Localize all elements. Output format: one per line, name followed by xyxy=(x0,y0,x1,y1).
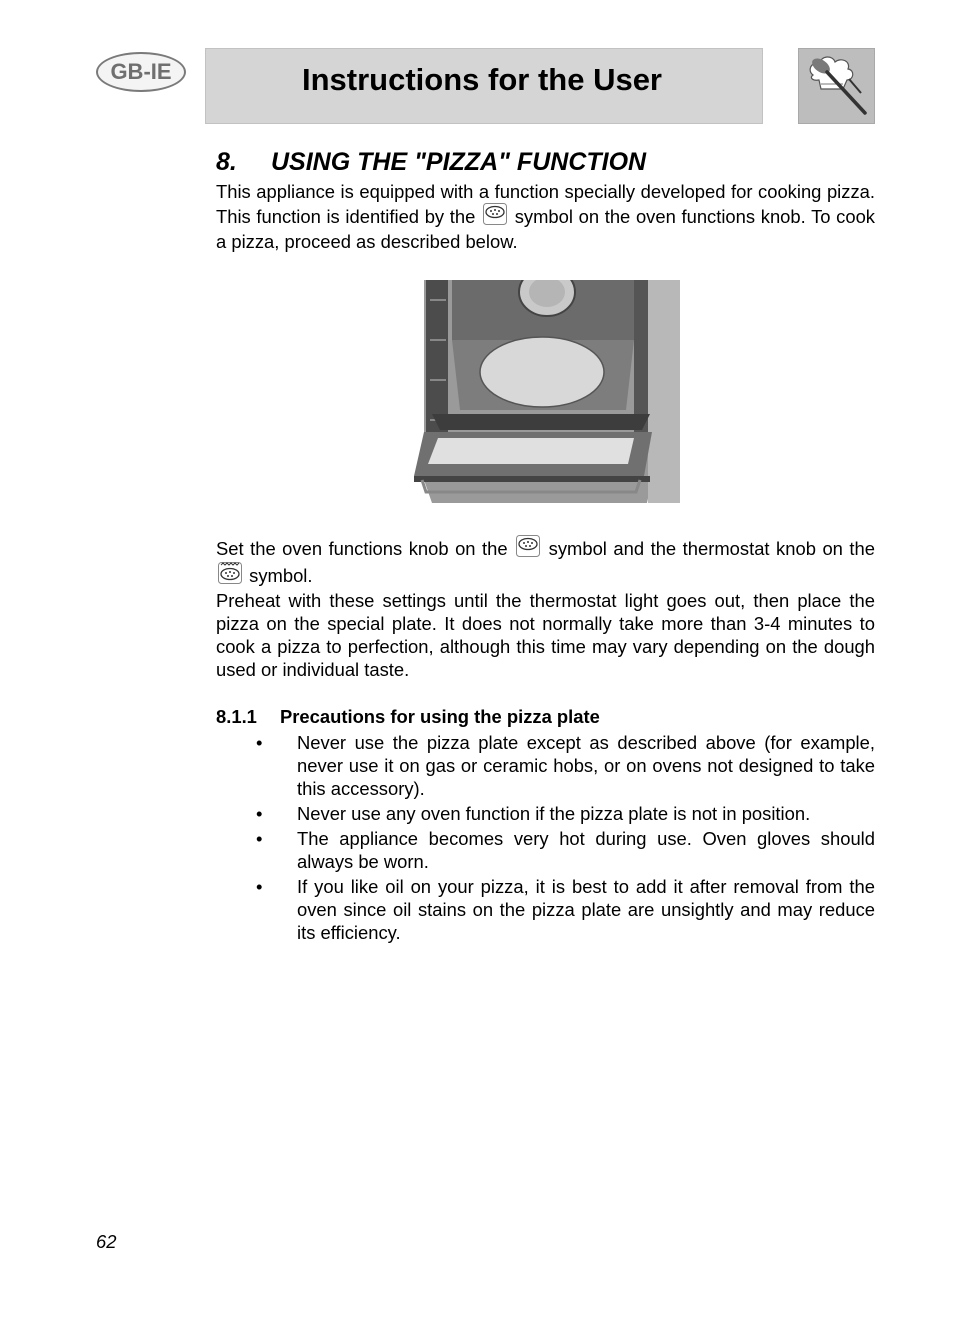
subsection-number: 8.1.1 xyxy=(216,706,257,727)
section-number: 8. xyxy=(216,148,237,176)
section-title: USING THE "PIZZA" FUNCTION xyxy=(271,148,647,176)
bullet-icon: • xyxy=(256,876,263,897)
section-heading xyxy=(216,148,646,177)
bullet-icon: • xyxy=(256,803,263,824)
list-item-text: The appliance becomes very hot during use. Oven gloves should always be worn. xyxy=(297,828,875,872)
chef-spoon-icon xyxy=(798,48,875,124)
intro-text-1: This appliance is equipped with a function specially developed for cooking pizza. This function is identified by the xyxy=(216,181,875,227)
region-badge: GB-IE xyxy=(96,52,186,92)
list-item xyxy=(216,875,875,944)
intro-paragraph xyxy=(216,180,875,253)
settings-text-1: Set the oven functions knob on the xyxy=(216,538,508,559)
settings-text-3: symbol. xyxy=(249,565,313,586)
bullet-icon: • xyxy=(256,732,263,753)
pizza-function-icon xyxy=(516,535,540,562)
list-item xyxy=(216,802,875,825)
subsection-title: Precautions for using the pizza plate xyxy=(280,706,600,727)
list-item-text: Never use the pizza plate except as described above (for example, never use it on gas or ceramic hobs, or on ovens not designed to take this accessory). xyxy=(297,732,875,799)
list-item-text: Never use any oven function if the pizza plate is not in position. xyxy=(297,803,811,824)
settings-text-2: symbol and the thermostat knob on the xyxy=(548,538,875,559)
list-item xyxy=(216,731,875,800)
subsection-heading xyxy=(216,706,600,728)
list-item-text: If you like oil on your pizza, it is best to add it after removal from the oven since oil stains on the pizza plate are unsightly and may reduce its efficiency. xyxy=(297,876,875,943)
bullet-icon: • xyxy=(256,828,263,849)
pizza-function-icon xyxy=(483,203,507,230)
oven-with-pizza-plate-illustration xyxy=(412,280,680,503)
precautions-list xyxy=(216,731,875,946)
pizza-thermostat-icon xyxy=(218,562,242,589)
list-item xyxy=(216,827,875,873)
page-title: Instructions for the User xyxy=(302,62,662,97)
settings-paragraph xyxy=(216,535,875,681)
intro-text-2: symbol on the oven functions knob. To cook a pizza, proceed as described below. xyxy=(216,206,875,252)
preheat-paragraph: Preheat with these settings until the thermostat light goes out, then place the pizza on the special plate. It does not normally take more than 3-4 minutes to cook a pizza to perfection, although this time may vary depending on the dough used or individual taste. xyxy=(216,590,875,680)
page-number: 62 xyxy=(96,1231,117,1252)
